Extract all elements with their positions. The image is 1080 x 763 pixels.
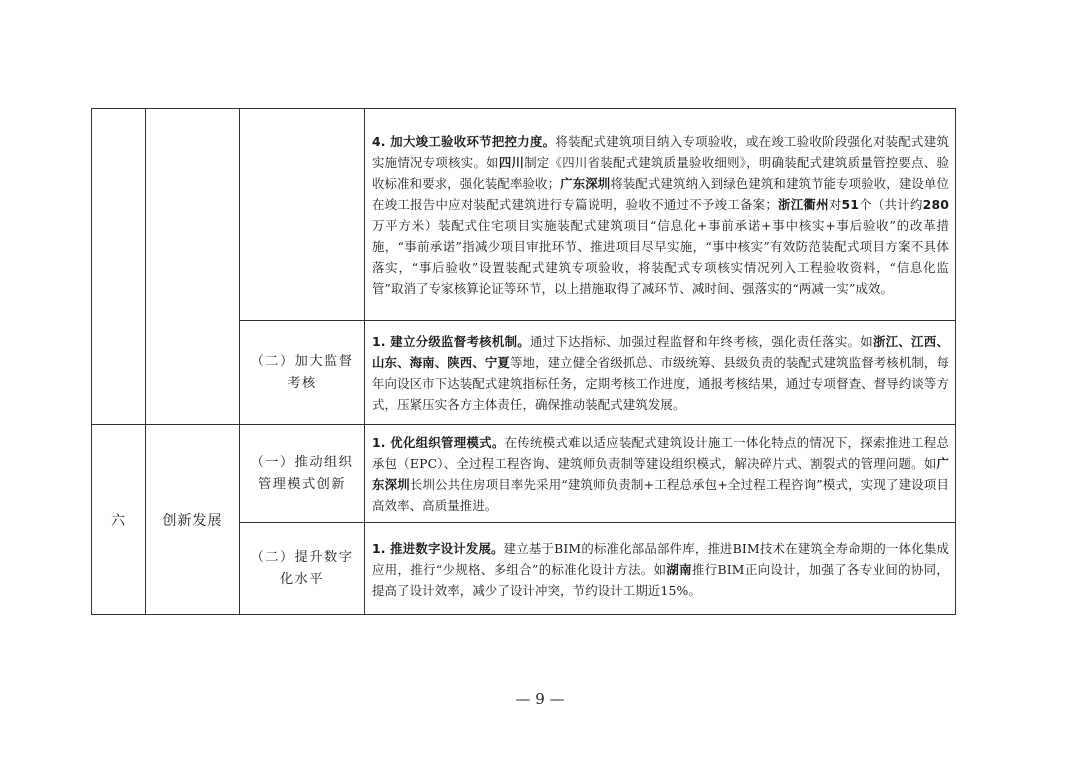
region-name: 四川 xyxy=(498,155,525,170)
region-name: 浙江、江西、山东、海南、陕西、宁夏 xyxy=(372,334,949,370)
item-text: 将装配式建筑纳入到绿色建筑和建筑节能专项验收，建设单位在竣工报告中应对装配式建筑进行专篇说明，验收不通过不予竣工备案； xyxy=(372,176,950,212)
region-name: 广东深圳 xyxy=(372,456,949,492)
subcategory-cell-empty xyxy=(240,109,365,321)
policy-table xyxy=(91,108,956,615)
region-name: 浙江衢州 xyxy=(777,197,829,212)
subcategory-cell: （二）提升数字化水平 xyxy=(240,523,365,615)
content-cell xyxy=(365,321,956,425)
subcategory-cell: （二）加大监督考核 xyxy=(240,321,365,425)
item-number: 280 xyxy=(922,197,949,212)
region-name: 湖南 xyxy=(666,561,692,577)
subcategory-cell: （一）推动组织管理模式创新 xyxy=(240,425,365,523)
category-cell-empty xyxy=(146,109,240,425)
item-text: 通过下达指标、加强过程监督和年终考核，强化责任落实。如 xyxy=(529,334,873,349)
content-cell xyxy=(365,109,956,321)
category-cell: 创新发展 xyxy=(146,425,240,615)
item-text: 等地，建立健全省级抓总、市级统筹、县级负责的装配式建筑监督考核机制，每年向设区市下达装配式建筑指标任务，定期考核工作进度，通报考核结果，通过专项督查、督导约谈等方式，压紧压实各方主体责任，确保推动装配式建筑发展。 xyxy=(372,355,949,412)
item-text: 将装配式建筑项目纳入专项验收，或在竣工验收阶段强化对装配式建筑实施情况专项核实。如 xyxy=(372,134,949,170)
item-text: 长圳公共住房项目率先采用“建筑师负责制+工程总承包+全过程工程咨询”模式，实现了建设项目高效率、高质量推进。 xyxy=(372,477,949,513)
region-name: 广东深圳 xyxy=(560,176,611,191)
item-text: 万平方米）装配式住宅项目实施装配式建筑项目“信息化+事前承诺+事中核实+事后验收”的改革措施，“事前承诺”指减少项目审批环节、推进项目尽早实施，“事中核实”有效防范装配式项目方案不具体落实，“事后验收”设置装配式建筑专项验收，将装配式专项核实情况列入工程验收资料，“信息化监管”取消了专家核算论证等环节，以上措施取得了减环节、减时间、强落实的“两减一实”成效。 xyxy=(372,218,949,296)
section-number-cell-empty xyxy=(92,109,146,425)
item-text: 在传统模式难以适应装配式建筑设计施工一体化特点的情况下，探索推进工程总承包（EPC）、全过程工程咨询、建筑师负责制等建设组织模式，解决碎片式、割裂式的管理问题。如 xyxy=(372,435,949,471)
item-text: 对 xyxy=(828,197,842,212)
item-text: 个（共计约 xyxy=(859,197,923,212)
item-heading: 1. 建立分级监督考核机制。 xyxy=(372,334,530,349)
item-text: 推行BIM正向设计，加强了各专业间的协同，提高了设计效率，减少了设计冲突，节约设计工期近15%。 xyxy=(372,561,949,598)
section-number-cell: 六 xyxy=(92,425,146,615)
item-text: 建立基于BIM的标准化部品部件库，推进BIM技术在建筑全寿命期的一体化集成应用，推行“少规格、多组合”的标准化设计方法。如 xyxy=(372,540,949,577)
item-number: 51 xyxy=(841,197,860,212)
content-cell xyxy=(365,523,956,615)
page-number: — 9 — xyxy=(515,690,565,708)
content-cell xyxy=(365,425,956,523)
item-heading: 1. 优化组织管理模式。 xyxy=(372,435,505,450)
item-heading: 1. 推进数字设计发展。 xyxy=(372,540,504,556)
table-row xyxy=(92,425,956,523)
item-heading: 4. 加大竣工验收环节把控力度。 xyxy=(372,134,556,149)
table-row xyxy=(92,109,956,321)
item-text: 制定《四川省装配式建筑质量验收细则》，明确装配式建筑质量管控要点、验收标准和要求，强化装配率验收； xyxy=(372,155,949,191)
